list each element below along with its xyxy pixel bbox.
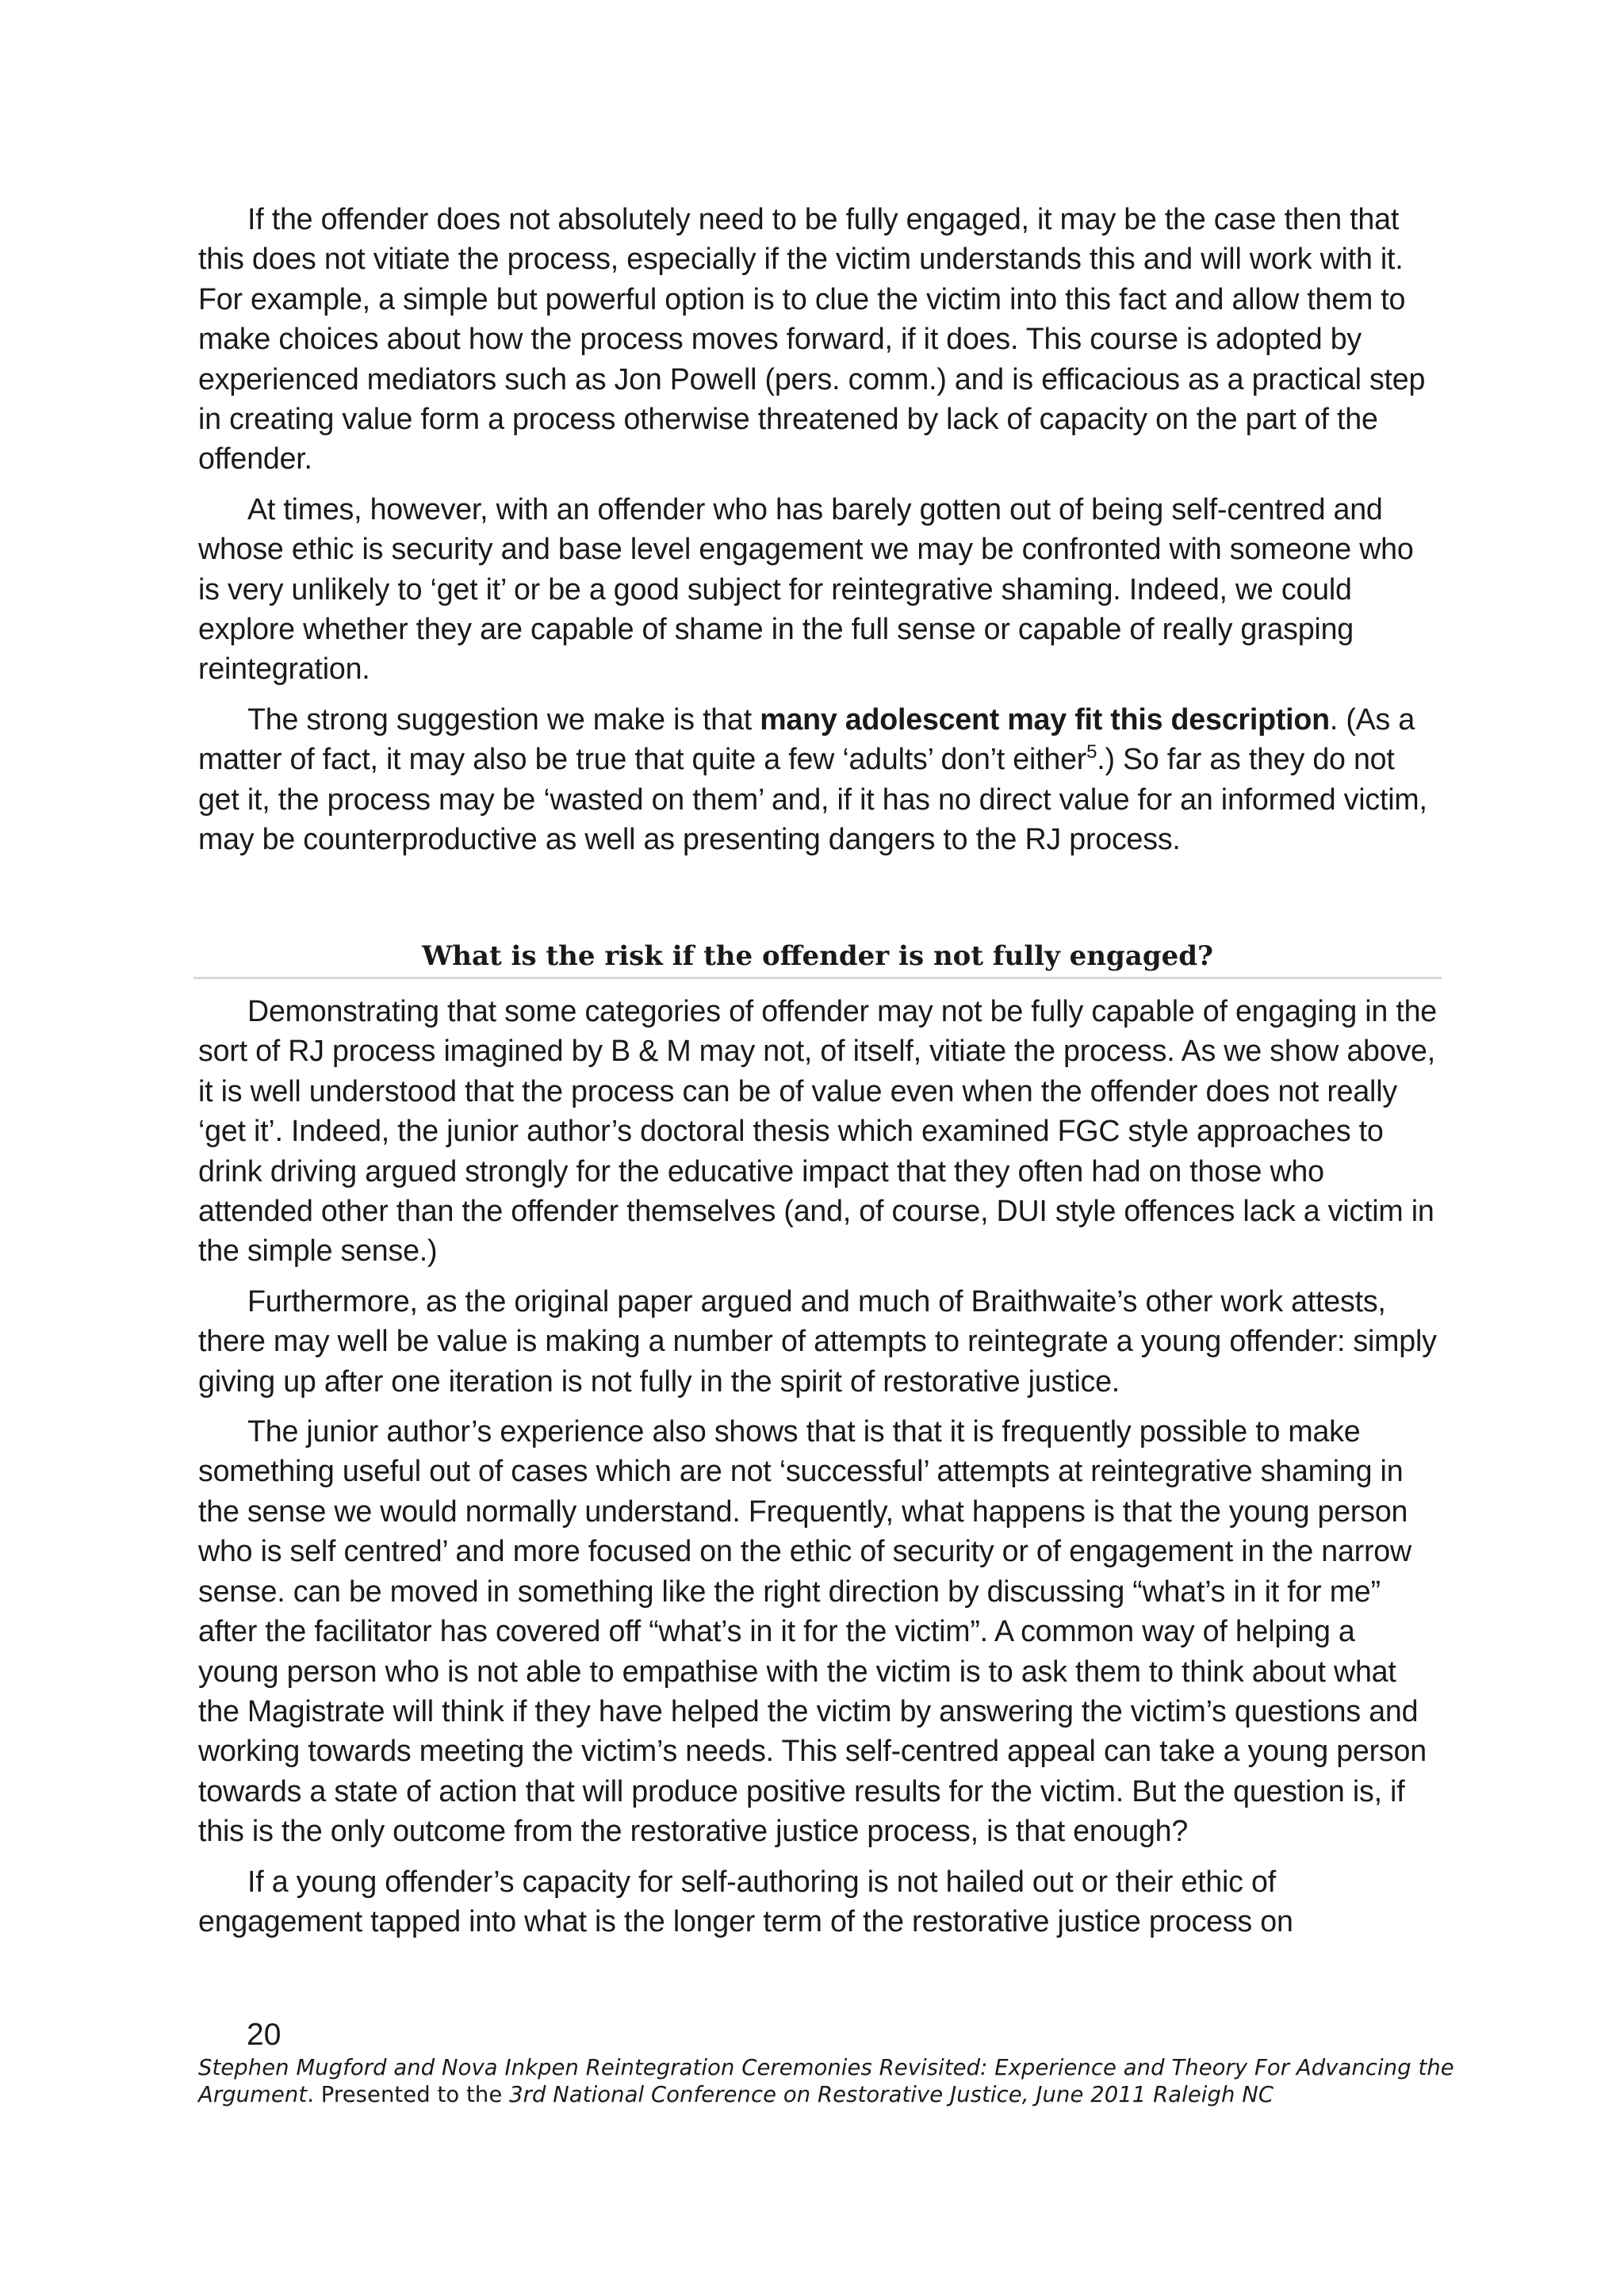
paragraph-3-text-middle: . (As a matter of fact, it may also be true that quite a few ‘adults’ don’t either — [198, 702, 1415, 776]
footnote-reference[interactable]: 5 — [1086, 741, 1097, 763]
body-text-top — [198, 199, 1437, 870]
paragraph-3 — [198, 699, 1437, 859]
page-number: 20 — [247, 2018, 282, 2052]
paragraph-2: At times, however, with an offender who has barely gotten out of being self-centred and whose ethic is security and base level engagement we may be confronted with someone who is very unlikely to ‘get it’ or be a good subject for reintegrative shaming. Indeed, we could explore whether they are capable of shame in the full sense or capable of really grasping reintegration. — [198, 492, 1414, 686]
paragraph-3-bold-phrase: many adolescent may fit this description — [760, 702, 1330, 736]
section-paragraph-4: If a young offender’s capacity for self-authoring is not hailed out or their ethic of engagement tapped into what is the longer term of the restorative justice process on — [198, 1864, 1293, 1938]
section-paragraph-1: Demonstrating that some categories of offender may not be fully capable of engaging in the sort of RJ process imagined by B & M may not, of itself, vitiate the process. As we show above, it is well understood that the process can be of value even when the offender does not really ‘get it’. Indeed, the junior author’s doctoral thesis which examined FGC style approaches to drink driving argued strongly for the educative impact that they often had on those who attended other than the offender themselves (and, of course, DUI style offences lack a victim in the simple sense.) — [198, 994, 1437, 1268]
section-paragraph-2: Furthermore, as the original paper argued and much of Braithwaite’s other work attests, there may well be value is making a number of attempts to reintegrate a young offender: simply giving up after one iteration is not fully in the spirit of restorative justice. — [198, 1284, 1437, 1398]
footer-conference: 3rd National Conference on Restorative Justice, June 2011 Raleigh NC — [509, 2083, 1274, 2107]
section-heading: What is the risk if the offender is not fully engaged? — [193, 936, 1442, 979]
page-footer — [198, 2055, 1499, 2109]
paragraph-1: If the offender does not absolutely need to be fully engaged, it may be the case then that this does not vitiate the process, especially if the victim understands this and will work with it. For example, a simple but powerful option is to clue the victim into this fact and allow them to make choices about how the process moves forward, if it does. This course is adopted by experienced mediators such as Jon Powell (pers. comm.) and is efficacious as a practical step in creating value form a process otherwise threatened by lack of capacity on the part of the offender. — [198, 202, 1426, 476]
section-paragraph-3: The junior author’s experience also shows that is that it is frequently possible to make something useful out of cases which are not ‘successful’ attempts at reintegrative shaming in the sense we would normally understand. Frequently, what happens is that the young person who is self centred’ and more focused on the ethic of security or of engagement in the narrow sense. can be moved in something like the right direction by discussing “what’s in it for me” after the facilitator has covered off “what’s in it for the victim”. A common way of helping a young person who is not able to empathise with the victim is to ask them to think about what the Magistrate will think if they have helped the victim by answering the victim’s questions and working towards meeting the victim’s needs. This self-centred appeal can take a young person towards a state of action that will produce positive results for the victim. But the question is, if this is the only outcome from the restorative justice process, is that enough? — [198, 1414, 1427, 1848]
paragraph-3-text: The strong suggestion we make is that — [247, 702, 760, 736]
footer-text: . Presented to the — [307, 2083, 510, 2107]
body-text-section — [198, 991, 1437, 1951]
paragraph-3-text-end: .) So far as they do not get it, the process may be ‘wasted on them’ and, if it has no direct value for an informed victim, may be counterproductive as well as presenting dangers to the RJ process. — [198, 742, 1427, 856]
footer-citation-title: Stephen Mugford and Nova Inkpen Reintegration Ceremonies Revisited: Experience and Theory For Advancing the Argument — [198, 2056, 1454, 2107]
